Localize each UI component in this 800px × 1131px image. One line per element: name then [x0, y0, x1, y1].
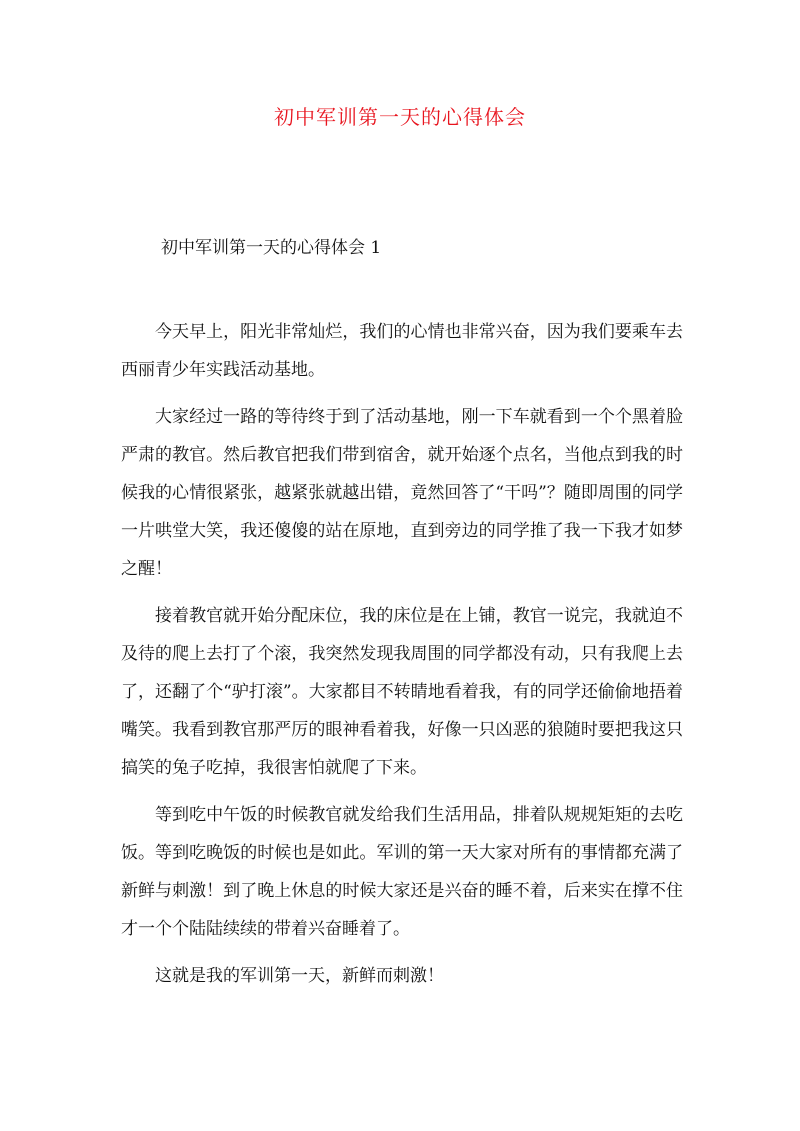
- paragraph-2: 大家经过一路的等待终于到了活动基地，刚一下车就看到一个个黑着脸严肃的教官。然后教官把我们带到宿舍，就开始逐个点名，当他点到我的时候我的心情很紧张，越紧张就越出错，竟然回答了“干吗”？随即周围的同学一片哄堂大笑，我还傻傻的站在原地，直到旁边的同学推了我一下我才如梦之醒！: [121, 407, 683, 579]
- paragraph-4: 等到吃中午饭的时候教官就发给我们生活用品，排着队规规矩矩的去吃饭。等到吃晚饭的时候也是如此。军训的第一天大家对所有的事情都充满了新鲜与刺激！到了晚上休息的时候大家还是兴奋的睡不着，后来实在撑不住才一个个陆陆续续的带着兴奋睡着了。: [121, 805, 683, 939]
- document-title: 初中军训第一天的心得体会: [274, 105, 526, 129]
- document-body: [121, 313, 683, 1004]
- paragraph-3: 接着教官就开始分配床位，我的床位是在上铺，教官一说完，我就迫不及待的爬上去打了个滚，我突然发现我周围的同学都没有动，只有我爬上去了，还翻了个“驴打滚”。大家都目不转睛地看着我，有的同学还偷偷地捂着嘴笑。我看到教官那严厉的眼神看着我，好像一只凶恶的狼随时要把我这只搞笑的兔子吃掉，我很害怕就爬了下来。: [121, 606, 683, 778]
- paragraph-1: 今天早上，阳光非常灿烂，我们的心情也非常兴奋，因为我们要乘车去西丽青少年实践活动基地。: [121, 322, 683, 380]
- paragraph-5: 这就是我的军训第一天，新鲜而刺激！: [155, 966, 444, 986]
- section-heading: 初中军训第一天的心得体会 1: [161, 238, 382, 258]
